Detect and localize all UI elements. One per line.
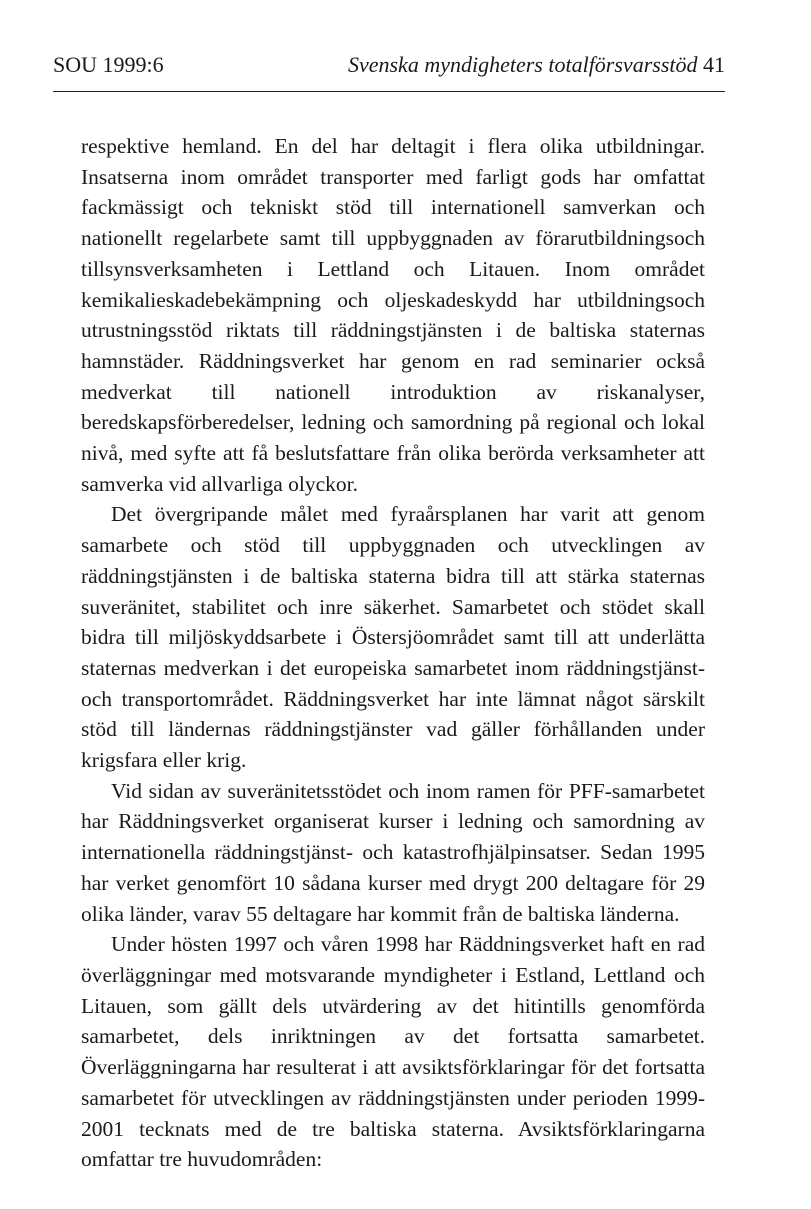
- body-text: [81, 131, 705, 1175]
- page-header: [53, 48, 725, 88]
- running-title: Svenska myndigheters totalförsvarsstöd: [347, 52, 698, 77]
- running-header: [348, 52, 725, 78]
- paragraph-3: Vid sidan av suveränitetsstödet och inom ramen för PFF-samarbetet har Räddningsverket organiserat kurser i ledning och samordning av internationella räddningstjänst- och katastrofhjälpinsatser. Sedan 1995 har verket genomfört 10 sådana kurser med drygt 200 deltagare för 29 olika länder, varav 55 deltagare har kommit från de baltiska länderna.: [81, 778, 705, 926]
- report-series-label: SOU 1999:6: [53, 52, 164, 77]
- header-divider: [53, 91, 725, 92]
- page-number: 41: [703, 52, 725, 77]
- paragraph-4: Under hösten 1997 och våren 1998 har Räddningsverket haft en rad överläggningar med motsvarande myndigheter i Estland, Lettland och Litauen, som gällt dels utvärdering av det hitintills genomförda samarbetet, dels inriktningen av det fortsatta samarbetet. Överläggningarna har resulterat i att avsiktsförklaringar för det fortsatta samarbetet för utvecklingen av räddningstjänsten under perioden 1999-2001 tecknats med de tre baltiska staterna. Avsiktsförklaringarna omfattar tre huvudområden:: [81, 932, 705, 1172]
- paragraph-1: respektive hemland. En del har deltagit i flera olika utbildningar. Insatserna inom området transporter med farligt gods har omfattat fackmässigt och tekniskt stöd till internationell samverkan och nationellt regelarbete samt till uppbyggnaden av förarutbildningsoch tillsynsverksamheten i Lettland och Litauen. Inom området kemikalieskadebekämpning och oljeskadeskydd har utbildningsoch utrustningsstöd riktats till räddningstjänsten i de baltiska staternas hamnstäder. Räddningsverket har genom en rad seminarier också medverkat till nationell introduktion av riskanalyser, beredskapsförberedelser, ledning och samordning på regional och lokal nivå, med syfte att få beslutsfattare från olika berörda verksamheter att samverka vid allvarliga olyckor.: [81, 134, 705, 496]
- paragraph-2: Det övergripande målet med fyraårsplanen har varit att genom samarbete och stöd till uppbyggnaden och utvecklingen av räddningstjänsten i de baltiska staterna bidra till att stärka staternas suveränitet, stabilitet och inre säkerhet. Samarbetet och stödet skall bidra till miljöskyddsarbete i Östersjöområdet samt till att underlätta staternas medverkan i det europeiska samarbetet inom räddningstjänst- och transportområdet. Räddningsverket har inte lämnat något särskilt stöd till ländernas räddningstjänster vad gäller förhållanden under krigsfara eller krig.: [81, 502, 705, 773]
